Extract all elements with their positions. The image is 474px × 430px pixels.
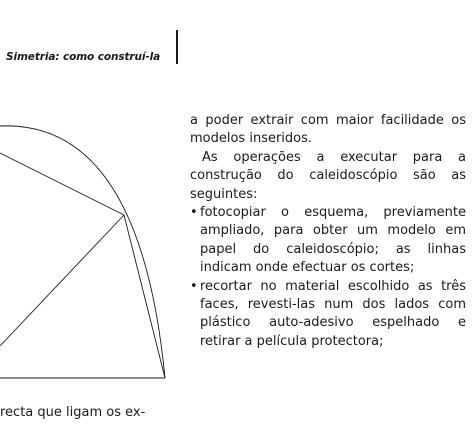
list-item: • fotocopiar o esquema, previamente ampliado, para obter um modelo em papel do caleidoscópio; as linhas indicam onde efectuar os cortes; — [190, 204, 466, 278]
diagram-line-right — [124, 215, 165, 378]
list-item: • recortar no material escolhido as três faces, revesti-las num dos lados com plástico auto-adesivo espelhado e retirar a película protectora; — [190, 278, 466, 352]
kaleidoscope-diagram — [0, 0, 190, 390]
paragraph-continuation: a poder extrair com maior facilidade os modelos inseridos. — [190, 113, 466, 147]
right-column-text — [190, 112, 466, 351]
paragraph-operations-intro: As operações a executar para a construção do caleidoscópio são as seguintes: — [190, 149, 466, 202]
diagram-line-upper — [0, 153, 124, 215]
left-column-text-fragment: recta que ligam os ex- — [0, 405, 146, 420]
running-header-title: Simetria: como construí-la — [6, 51, 161, 63]
operations-list — [190, 204, 466, 351]
diagram-arc — [0, 126, 165, 378]
diagram-line-lower — [0, 215, 124, 346]
